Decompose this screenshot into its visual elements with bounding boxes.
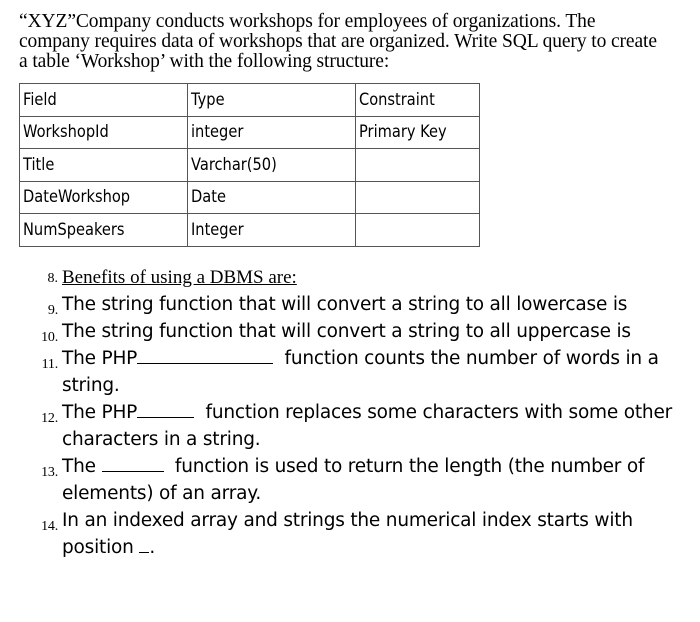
question-list	[22, 266, 682, 561]
question-text-continued: characters in a string.	[62, 429, 261, 450]
question-text: function is used to return the length (the number of	[174, 456, 645, 477]
table-cell	[356, 149, 480, 182]
answer-blank	[139, 534, 149, 553]
question-text-continued: .	[149, 537, 156, 558]
header-type: Type	[188, 84, 356, 117]
table-row	[20, 214, 480, 247]
table-row	[20, 116, 480, 149]
question-number: 10.	[41, 330, 58, 345]
intro-line: a table ‘Workshop’ with the following structure:	[19, 51, 390, 72]
table-cell: Varchar(50)	[188, 149, 356, 182]
question-text: The string function that will convert a string to all lowercase is	[62, 294, 628, 315]
question-text-continued: position	[62, 537, 134, 558]
question-8	[22, 266, 682, 291]
question-number: 12.	[41, 411, 58, 426]
question-number: 11.	[41, 357, 58, 372]
table-row	[20, 149, 480, 182]
intro-paragraph	[19, 12, 689, 72]
question-text: The PHP	[62, 348, 138, 369]
intro-line: company requires data of workshops that are organized. Write SQL query to create	[19, 31, 657, 52]
header-constraint: Constraint	[356, 84, 480, 117]
question-text-continued: string.	[62, 375, 120, 396]
question-text: Benefits of using a DBMS are:	[62, 267, 297, 288]
table-cell: integer	[188, 116, 356, 149]
answer-blank	[137, 399, 194, 418]
table-row	[20, 181, 480, 214]
table-cell: WorkshopId	[20, 116, 188, 149]
question-9	[22, 291, 682, 318]
question-text-continued: elements) of an array.	[62, 483, 262, 504]
header-field: Field	[20, 84, 188, 117]
question-12	[22, 399, 682, 453]
question-number: 14.	[41, 519, 58, 534]
question-11	[22, 345, 682, 399]
question-text: The PHP	[62, 402, 138, 423]
question-number: 8.	[47, 271, 58, 286]
answer-blank	[137, 345, 273, 364]
question-14	[22, 507, 682, 561]
table-cell: Title	[20, 149, 188, 182]
question-text: The string function that will convert a string to all uppercase is	[62, 321, 631, 342]
table-header-row	[20, 84, 480, 117]
question-number: 9.	[47, 303, 58, 318]
table-cell	[356, 214, 480, 247]
question-number: 13.	[41, 465, 58, 480]
table-cell: Date	[188, 181, 356, 214]
table-cell	[356, 181, 480, 214]
question-10	[22, 318, 682, 345]
question-text: function counts the number of words in a	[284, 348, 659, 369]
question-13	[22, 453, 682, 507]
question-text: In an indexed array and strings the numerical index starts with	[62, 510, 633, 531]
table-cell: NumSpeakers	[20, 214, 188, 247]
question-text: function replaces some characters with some other	[205, 402, 673, 423]
table-cell: Integer	[188, 214, 356, 247]
table-cell: Primary Key	[356, 116, 480, 149]
workshop-structure-table	[19, 83, 480, 247]
answer-blank	[102, 453, 164, 472]
question-text: The	[62, 456, 96, 477]
intro-line: “XYZ”Company conducts workshops for employees of organizations. The	[19, 11, 596, 32]
table-cell: DateWorkshop	[20, 181, 188, 214]
